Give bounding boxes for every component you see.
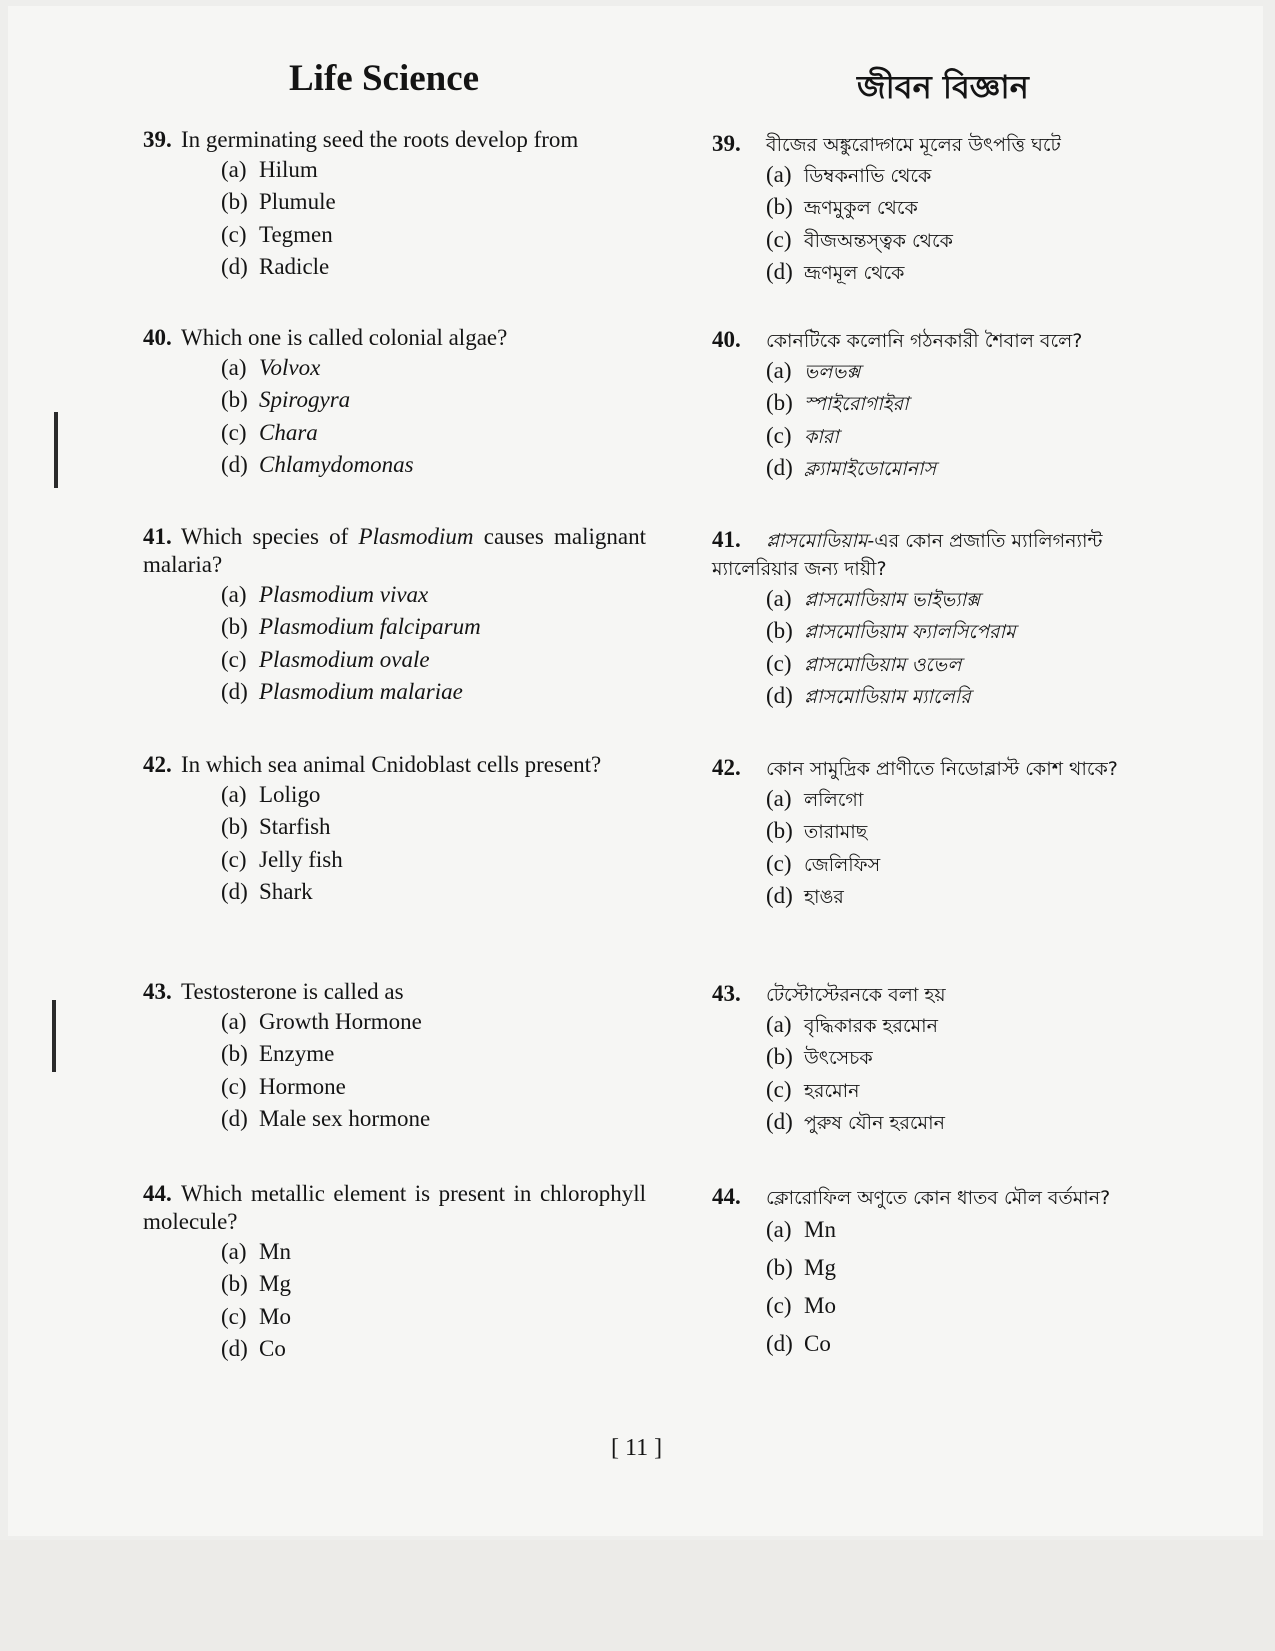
option-d[interactable]: (d) Chlamydomonas bbox=[221, 451, 414, 477]
question-text: কোন সামুদ্রিক প্রাণীতে নিডোব্লাস্ট কোশ থাকে? bbox=[766, 758, 1118, 780]
question-42-bn bbox=[712, 754, 1190, 912]
option-c[interactable]: (c) Plasmodium ovale bbox=[221, 646, 430, 672]
question-number: 44. bbox=[143, 1181, 172, 1206]
option-list bbox=[221, 1006, 646, 1135]
option-c[interactable]: (c) Hormone bbox=[221, 1073, 346, 1099]
question-number: 42. bbox=[712, 755, 741, 780]
option-list bbox=[221, 579, 646, 708]
question-stem bbox=[712, 980, 1190, 1009]
option-b[interactable]: (b) ভ্রূণমুকুল থেকে bbox=[766, 194, 918, 220]
question-number: 40. bbox=[712, 327, 741, 352]
option-list bbox=[221, 1236, 646, 1365]
option-list bbox=[766, 783, 1190, 912]
question-text: Testosterone is called as bbox=[181, 979, 404, 1004]
option-a[interactable]: (a) Mn bbox=[221, 1239, 291, 1264]
option-list bbox=[221, 352, 646, 481]
question-stem bbox=[143, 978, 646, 1006]
option-a[interactable]: (a) ভলভক্স bbox=[766, 358, 861, 383]
option-b[interactable]: (b) প্লাসমোডিয়াম ফ্যালসিপেরাম bbox=[766, 618, 1016, 644]
page-bottom-edge bbox=[0, 1540, 1275, 1651]
option-d[interactable]: (d) Co bbox=[766, 1331, 831, 1356]
option-c[interactable]: (c) Tegmen bbox=[221, 221, 333, 247]
question-stem: 41. Which species of Plasmodium causes malignant malaria? bbox=[143, 523, 646, 579]
question-stem bbox=[143, 1180, 646, 1236]
option-b[interactable]: (b) স্পাইরোগাইরা bbox=[766, 390, 909, 416]
option-list bbox=[766, 1009, 1190, 1138]
question-39-bn bbox=[712, 130, 1190, 288]
option-d[interactable]: (d) Plasmodium malariae bbox=[221, 678, 463, 704]
option-a[interactable]: (a) বৃদ্ধিকারক হরমোন bbox=[766, 1012, 938, 1037]
question-text: বীজের অঙ্কুরোদ্গমে মূলের উৎপত্তি ঘটে bbox=[766, 134, 1061, 156]
option-b[interactable]: (b) Plasmodium falciparum bbox=[221, 614, 481, 640]
option-a[interactable]: (a) Mn bbox=[766, 1217, 836, 1242]
question-text: ক্লোরোফিল অণুতে কোন ধাতব মৌল বর্তমান? bbox=[766, 1187, 1111, 1209]
option-c[interactable]: (c) বীজঅন্তস্ত্বক থেকে bbox=[766, 226, 953, 252]
question-39 bbox=[143, 126, 646, 283]
binder-mark bbox=[54, 412, 58, 488]
page-title-bengali: জীবন বিজ্ঞান bbox=[857, 68, 1029, 106]
question-number: 44. bbox=[712, 1184, 741, 1209]
question-44 bbox=[143, 1180, 646, 1365]
option-c[interactable]: (c) হরমোন bbox=[766, 1076, 860, 1102]
question-text: Which one is called colonial algae? bbox=[181, 325, 508, 350]
option-b[interactable]: (b) Starfish bbox=[221, 814, 331, 840]
question-text: টেস্টোস্টেরনকে বলা হয় bbox=[766, 984, 946, 1006]
option-a[interactable]: (a) ললিগো bbox=[766, 786, 864, 811]
option-d[interactable]: (d) হাঙর bbox=[766, 882, 844, 908]
option-b[interactable]: (b) Spirogyra bbox=[221, 387, 351, 413]
question-number: 41. bbox=[143, 524, 172, 549]
question-number: 42. bbox=[143, 752, 172, 777]
option-list bbox=[766, 159, 1190, 288]
option-list bbox=[221, 779, 646, 908]
question-42 bbox=[143, 751, 646, 908]
question-stem bbox=[712, 130, 1190, 159]
option-a[interactable]: (a) ডিম্বকনাভি থেকে bbox=[766, 162, 932, 187]
question-text: In germinating seed the roots develop from bbox=[181, 127, 579, 152]
option-b[interactable]: (b) Plumule bbox=[221, 189, 336, 215]
question-number: 43. bbox=[712, 981, 741, 1006]
binder-mark bbox=[52, 1000, 56, 1072]
question-text: In which sea animal Cnidoblast cells present? bbox=[181, 752, 602, 777]
question-number: 39. bbox=[143, 127, 172, 152]
question-stem bbox=[712, 1183, 1190, 1212]
option-c[interactable]: (c) জেলিফিস bbox=[766, 850, 881, 876]
question-text: Which metallic element is present in chlorophyll molecule? bbox=[143, 1181, 646, 1234]
option-a[interactable]: (a) Growth Hormone bbox=[221, 1009, 422, 1034]
option-d[interactable]: (d) Shark bbox=[221, 878, 313, 904]
option-b[interactable]: (b) তারামাছ bbox=[766, 818, 868, 844]
option-list bbox=[766, 1212, 1190, 1364]
option-a[interactable]: (a) Volvox bbox=[221, 355, 321, 380]
question-stem bbox=[143, 324, 646, 352]
page-title-english: Life Science bbox=[289, 58, 480, 99]
option-b[interactable]: (b) Mg bbox=[766, 1255, 836, 1280]
option-list bbox=[221, 154, 646, 283]
option-d[interactable]: (d) ভ্রূণমূল থেকে bbox=[766, 258, 905, 284]
question-stem: 41. প্লাসমোডিয়াম-এর কোন প্রজাতি ম্যালিগন্যান্ট ম্যালেরিয়ার জন্য দায়ী? bbox=[712, 527, 1103, 580]
option-c[interactable]: (c) Chara bbox=[221, 419, 318, 445]
option-b[interactable]: (b) Mg bbox=[221, 1271, 291, 1297]
option-c[interactable]: (c) Mo bbox=[221, 1303, 291, 1329]
question-number: 40. bbox=[143, 325, 172, 350]
option-d[interactable]: (d) Radicle bbox=[221, 253, 330, 279]
option-d[interactable]: (d) প্লাসমোডিয়াম ম্যালেরি bbox=[766, 682, 971, 708]
question-44-bn bbox=[712, 1183, 1190, 1364]
question-number: 39. bbox=[712, 131, 741, 156]
option-a[interactable]: (a) Plasmodium vivax bbox=[221, 582, 429, 607]
question-stem bbox=[143, 751, 646, 779]
question-41 bbox=[143, 523, 646, 708]
question-41-bn bbox=[682, 526, 1190, 712]
option-c[interactable]: (c) Jelly fish bbox=[221, 846, 343, 872]
page-number: [ 11 ] bbox=[611, 1435, 663, 1461]
option-a[interactable]: (a) Loligo bbox=[221, 782, 321, 807]
option-c[interactable]: (c) কারা bbox=[766, 422, 839, 448]
option-d[interactable]: (d) ক্ল্যামাইডোমোনাস bbox=[766, 454, 937, 480]
question-43-bn bbox=[712, 980, 1190, 1138]
option-d[interactable]: (d) পুরুষ যৌন হরমোন bbox=[766, 1108, 945, 1134]
question-text: কোনটিকে কলোনি গঠনকারী শৈবাল বলে? bbox=[766, 330, 1083, 352]
question-number: 43. bbox=[143, 979, 172, 1004]
question-40-bn bbox=[712, 326, 1190, 484]
question-stem bbox=[712, 754, 1190, 783]
question-40 bbox=[143, 324, 646, 481]
option-list bbox=[766, 355, 1190, 484]
question-43 bbox=[143, 978, 646, 1135]
option-d[interactable]: (d) Co bbox=[221, 1335, 286, 1361]
option-c[interactable]: (c) প্লাসমোডিয়াম ওভেল bbox=[766, 650, 962, 676]
option-a[interactable]: (a) Hilum bbox=[221, 157, 318, 182]
option-b[interactable]: (b) উৎসেচক bbox=[766, 1044, 873, 1070]
question-stem bbox=[712, 326, 1190, 355]
option-list bbox=[766, 583, 1190, 712]
option-d[interactable]: (d) Male sex hormone bbox=[221, 1105, 431, 1131]
option-b[interactable]: (b) Enzyme bbox=[221, 1041, 335, 1067]
option-a[interactable]: (a) প্লাসমোডিয়াম ভাইভ্যাক্স bbox=[766, 586, 981, 611]
question-stem bbox=[143, 126, 646, 154]
question-number: 41. bbox=[712, 527, 741, 552]
option-c[interactable]: (c) Mo bbox=[766, 1293, 836, 1318]
